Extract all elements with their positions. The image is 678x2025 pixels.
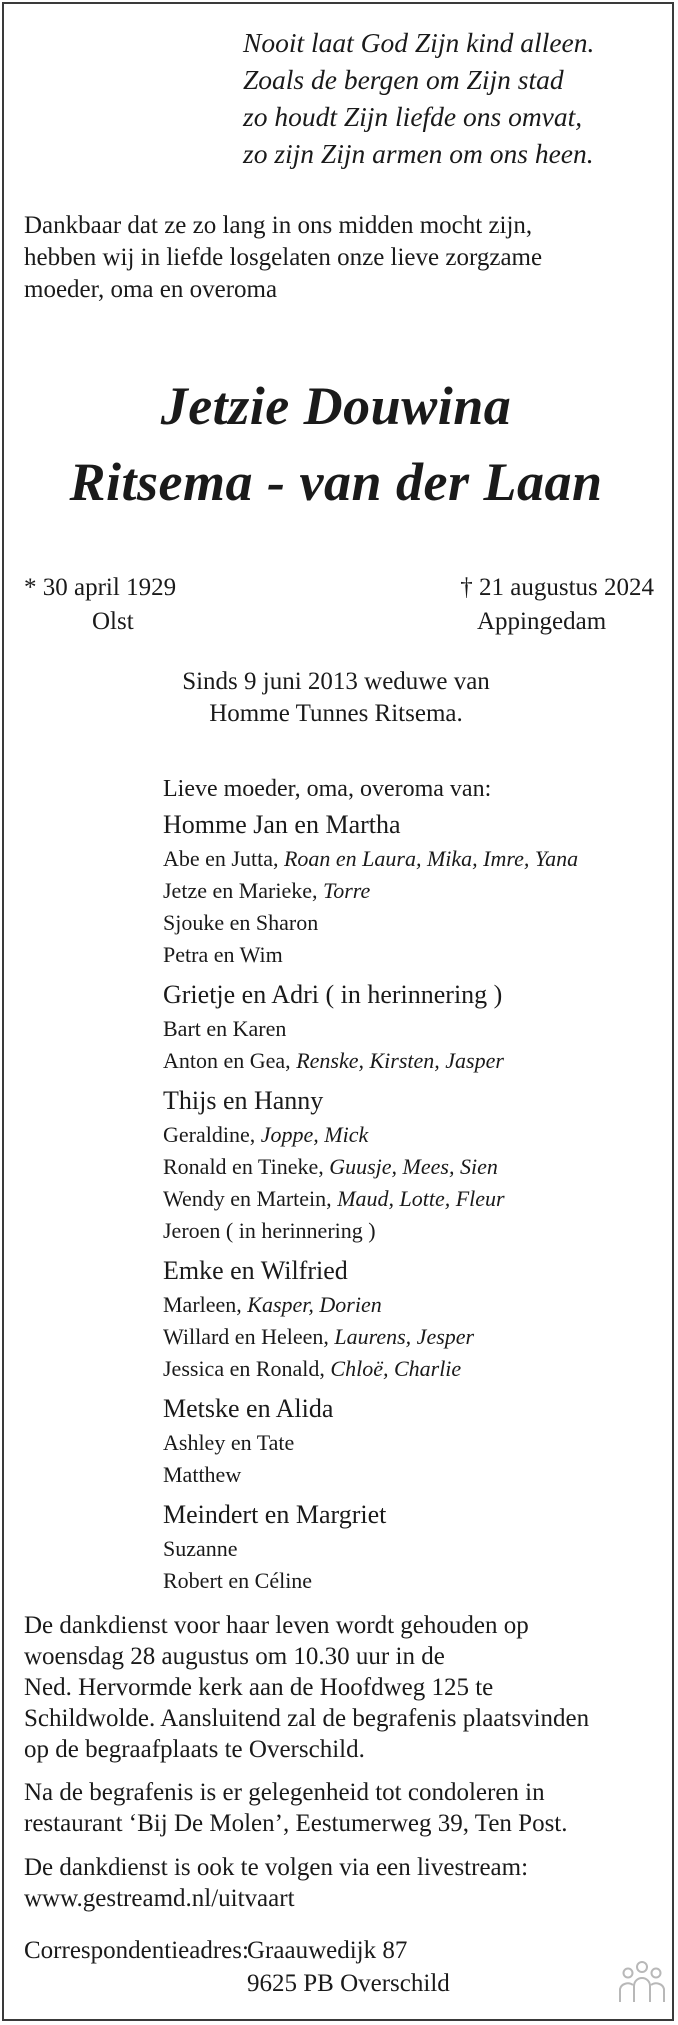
intro-line: Dankbaar dat ze zo lang in ons midden mocht zijn, bbox=[24, 212, 533, 239]
family-member: Ronald en Tineke, Guusje, Mees, Sien bbox=[163, 1154, 498, 1179]
poem-line: Zoals de bergen om Zijn stad bbox=[243, 64, 564, 95]
widow-line: Sinds 9 juni 2013 weduwe van bbox=[182, 668, 490, 695]
service-line: woensdag 28 augustus om 10.30 uur in de bbox=[24, 1643, 445, 1670]
family-member: Ashley en Tate bbox=[163, 1430, 295, 1455]
family-member: Jeroen ( in herinnering ) bbox=[163, 1218, 376, 1243]
deceased-name bbox=[0, 368, 672, 520]
widow-line: Homme Tunnes Ritsema. bbox=[209, 700, 463, 727]
family-member: Robert en Céline bbox=[163, 1568, 313, 1593]
family-member: Matthew bbox=[163, 1462, 242, 1487]
family-member: Jessica en Ronald, Chloë, Charlie bbox=[163, 1356, 462, 1381]
poem-line: Nooit laat God Zijn kind alleen. bbox=[243, 27, 595, 58]
service-line: Schildwolde. Aansluitend zal de begrafenis plaatsvinden bbox=[24, 1705, 590, 1732]
family-head: Meindert en Margriet bbox=[163, 1500, 387, 1529]
family-intro: Lieve moeder, oma, overoma van: bbox=[163, 776, 492, 802]
poem-line: zo zijn Zijn armen om ons heen. bbox=[243, 138, 594, 169]
family-member: Abe en Jutta, Roan en Laura, Mika, Imre, Yana bbox=[163, 846, 579, 871]
correspondence-label: Correspondentieadres: bbox=[24, 1937, 249, 1964]
correspondence-street: Graauwedijk 87 bbox=[247, 1937, 408, 1964]
family-group bbox=[163, 1253, 578, 1385]
deceased-first-names: Jetzie Douwina bbox=[160, 376, 512, 436]
condolence-line: restaurant ‘Bij De Molen’, Eestumerweg 39, Ten Post. bbox=[24, 1810, 568, 1837]
poem bbox=[243, 24, 594, 172]
family-group bbox=[163, 1083, 578, 1247]
family-group bbox=[163, 977, 578, 1077]
death-place: Appingedam bbox=[477, 608, 607, 635]
people-group-icon bbox=[617, 1958, 667, 2006]
family-member: Jetze en Marieke, Torre bbox=[163, 878, 371, 903]
family-head: Metske en Alida bbox=[163, 1394, 334, 1423]
death-date: † 21 augustus 2024 bbox=[460, 574, 654, 601]
family-head: Emke en Wilfried bbox=[163, 1256, 348, 1285]
family-member: Petra en Wim bbox=[163, 942, 283, 967]
family-member: Geraldine, Joppe, Mick bbox=[163, 1122, 369, 1147]
service-line: Ned. Hervormde kerk aan de Hoofdweg 125 te bbox=[24, 1674, 494, 1701]
family-member: Anton en Gea, Renske, Kirsten, Jasper bbox=[163, 1048, 504, 1073]
family-member: Suzanne bbox=[163, 1536, 238, 1561]
livestream-info bbox=[24, 1852, 528, 1914]
birth-date: * 30 april 1929 bbox=[24, 574, 177, 601]
poem-line: zo houdt Zijn liefde ons omvat, bbox=[243, 101, 583, 132]
condolence-info bbox=[24, 1777, 568, 1839]
family-list bbox=[163, 771, 578, 1603]
family-group bbox=[163, 1497, 578, 1597]
family-member: Sjouke en Sharon bbox=[163, 910, 319, 935]
intro-line: hebben wij in liefde losgelaten onze lieve zorgzame bbox=[24, 244, 543, 271]
intro-text bbox=[24, 210, 542, 306]
livestream-line: De dankdienst is ook te volgen via een livestream: bbox=[24, 1854, 529, 1881]
family-head: Thijs en Hanny bbox=[163, 1086, 324, 1115]
family-group bbox=[163, 807, 578, 971]
family-head: Homme Jan en Martha bbox=[163, 810, 401, 839]
intro-line: moeder, oma en overoma bbox=[24, 276, 278, 303]
service-line: De dankdienst voor haar leven wordt gehouden op bbox=[24, 1612, 529, 1639]
service-info bbox=[24, 1610, 589, 1765]
family-member: Willard en Heleen, Laurens, Jesper bbox=[163, 1324, 475, 1349]
family-group bbox=[163, 1391, 578, 1491]
birth-place: Olst bbox=[92, 608, 134, 635]
family-member: Marleen, Kasper, Dorien bbox=[163, 1292, 382, 1317]
family-head: Grietje en Adri ( in herinnering ) bbox=[163, 980, 503, 1009]
livestream-link: www.gestreamd.nl/uitvaart bbox=[24, 1885, 295, 1912]
family-member: Bart en Karen bbox=[163, 1016, 287, 1041]
widow-note bbox=[0, 666, 672, 730]
deceased-surname: Ritsema - van der Laan bbox=[69, 452, 603, 512]
condolence-line: Na de begrafenis is er gelegenheid tot condoleren in bbox=[24, 1779, 545, 1806]
family-member: Wendy en Martein, Maud, Lotte, Fleur bbox=[163, 1186, 505, 1211]
service-line: op de begraafplaats te Overschild. bbox=[24, 1736, 365, 1763]
correspondence-city: 9625 PB Overschild bbox=[247, 1970, 450, 1997]
